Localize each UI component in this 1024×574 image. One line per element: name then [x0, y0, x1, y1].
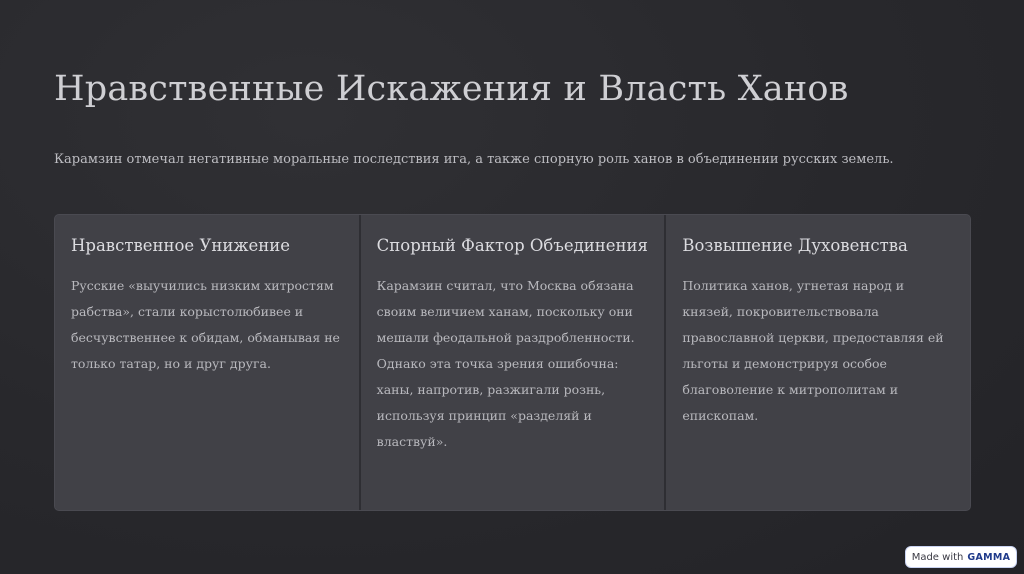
made-with-gamma-badge[interactable] — [905, 546, 1017, 568]
cards-container — [54, 214, 971, 511]
slide-title: Нравственные Искажения и Власть Ханов — [54, 69, 849, 109]
card-text: Русские «выучились низким хитростям рабства», стали корыстолюбивее и бесчувственнее к обидам, обманывая не только татар, но и друг друга. — [71, 278, 340, 371]
card-text: Политика ханов, угнетая народ и князей, покровительствовала православной церкви, предоставляя ей льготы и демонстрируя особое благоволение к митрополитам и епископам. — [682, 278, 944, 423]
card-unification-factor — [359, 215, 665, 510]
card-moral-humiliation — [55, 215, 359, 510]
card-title: Нравственное Унижение — [71, 236, 291, 255]
card-title: Возвышение Духовенства — [682, 236, 908, 255]
card-clergy-rise — [664, 215, 970, 510]
gamma-logo: GAMMA — [967, 551, 1011, 563]
card-title: Спорный Фактор Объединения — [376, 236, 648, 255]
card-text: Карамзин считал, что Москва обязана своим величием ханам, поскольку они мешали феодальной раздробленности. Однако эта точка зрения ошибочна: ханы, напротив, разжигали рознь, используя принцип «разделяй и властвуй». — [376, 278, 635, 449]
badge-prefix: Made with — [911, 551, 964, 563]
slide-subtitle: Карамзин отмечал негативные моральные последствия ига, а также спорную роль ханов в объединении русских земель. — [54, 152, 894, 167]
